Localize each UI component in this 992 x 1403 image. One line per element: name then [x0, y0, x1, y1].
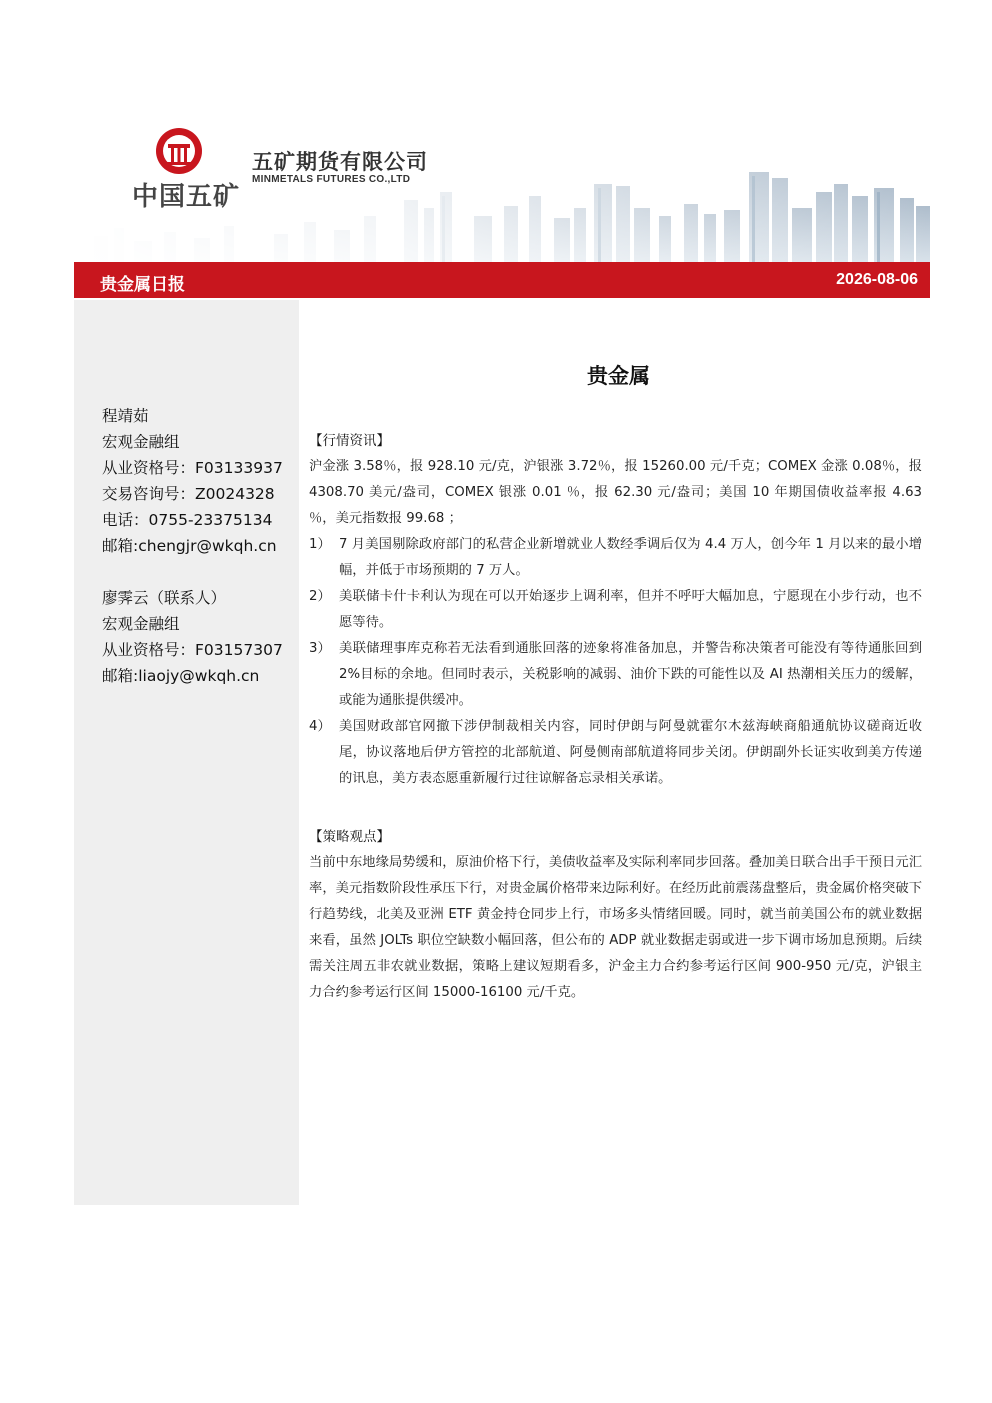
analyst-contact-1	[102, 403, 283, 559]
analyst-group: 宏观金融组	[102, 615, 180, 633]
analyst-sidebar	[74, 300, 299, 1205]
analyst-consult-number: 交易咨询号：Z0024328	[102, 485, 275, 503]
market-summary: 沪金涨 3.58％，报 928.10 元/克，沪银涨 3.72％，报 15260.00 元/千克；COMEX 金涨 0.08％，报 4308.70 美元/盎司，COMEX 银涨 0.01 ％，报 62.30 元/盎司；美国 10 年期国债收益率报 4.63 ％，美元指数报 99.68 ；	[309, 459, 922, 526]
analyst-email[interactable]: 邮箱:chengjr@wkqh.cn	[102, 537, 277, 555]
logo-text: 中国五矿	[132, 182, 241, 212]
report-title-bar	[74, 262, 930, 298]
section-title: 贵金属	[587, 364, 650, 388]
report-body	[309, 360, 922, 1006]
list-item-text: 美联储理事库克称若无法看到通胀回落的迹象将准备加息，并警告称决策者可能没有等待通胀回到 2%目标的余地。但同时表示，关税影响的减弱、油价下跌的可能性以及 AI 热潮相关压力的缓解，或能为通胀提供缓冲。	[339, 641, 922, 708]
analyst-group: 宏观金融组	[102, 433, 180, 451]
list-item	[309, 532, 922, 584]
list-item	[309, 714, 922, 792]
report-header	[74, 96, 930, 262]
strategy-text: 当前中东地缘局势缓和，原油价格下行，美债收益率及实际利率同步回落。叠加美日联合出手干预日元汇率，美元指数阶段性承压下行，对贵金属价格带来边际利好。在经历此前震荡盘整后，贵金属价格突破下行趋势线，北美及亚洲 ETF 黄金持仓同步上行，市场多头情绪回暖。同时，就当前美国公布的就业数据来看，虽然 JOLTs 职位空缺数小幅回落，但公布的 ADP 就业数据走弱或进一步下调市场加息预期。后续需关注周五非农就业数据，策略上建议短期看多，沪金主力合约参考运行区间 900-950 元/克，沪银主力合约参考运行区间 15000-16100 元/千克。	[309, 855, 922, 1000]
list-item-text: 美联储卡什卡利认为现在可以开始逐步上调利率，但并不呼吁大幅加息，宁愿现在小步行动，也不愿等待。	[339, 589, 922, 630]
strategy-heading: 【策略观点】	[309, 829, 390, 845]
list-item-number: 1）	[309, 537, 331, 552]
analyst-contact-2	[102, 585, 283, 689]
list-item-number: 2）	[309, 589, 331, 604]
market-news-list	[309, 532, 922, 792]
analyst-email[interactable]: 邮箱:liaojy@wkqh.cn	[102, 667, 260, 685]
report-date: 2026-08-06	[836, 271, 918, 288]
list-item	[309, 584, 922, 636]
analyst-name: 程靖茹	[102, 407, 149, 425]
company-name-en: MINMETALS FUTURES CO.,LTD	[252, 174, 411, 185]
china-minmetals-logo-icon	[154, 126, 204, 176]
company-name-cn: 五矿期货有限公司	[252, 150, 428, 174]
list-item-text: 7 月美国剔除政府部门的私营企业新增就业人数经季调后仅为 4.4 万人，创今年 1 月以来的最小增幅，并低于市场预期的 7 万人。	[339, 537, 922, 578]
list-item-number: 3）	[309, 641, 331, 656]
analyst-name: 廖霁云（联系人）	[102, 589, 227, 607]
analyst-license: 从业资格号：F03133937	[102, 459, 283, 477]
list-item-number: 4）	[309, 719, 331, 734]
analyst-license: 从业资格号：F03157307	[102, 641, 283, 659]
market-news-heading: 【行情资讯】	[309, 433, 390, 449]
list-item	[309, 636, 922, 714]
analyst-phone: 电话：0755-23375134	[102, 511, 273, 529]
list-item-text: 美国财政部官网撤下涉伊制裁相关内容，同时伊朗与阿曼就霍尔木兹海峡商船通航协议磋商近收尾，协议落地后伊方管控的北部航道、阿曼侧南部航道将同步关闭。伊朗副外长证实收到美方传递的讯息，美方表态愿重新履行过往谅解备忘录相关承诺。	[339, 719, 922, 786]
report-name: 贵金属日报	[100, 275, 185, 295]
